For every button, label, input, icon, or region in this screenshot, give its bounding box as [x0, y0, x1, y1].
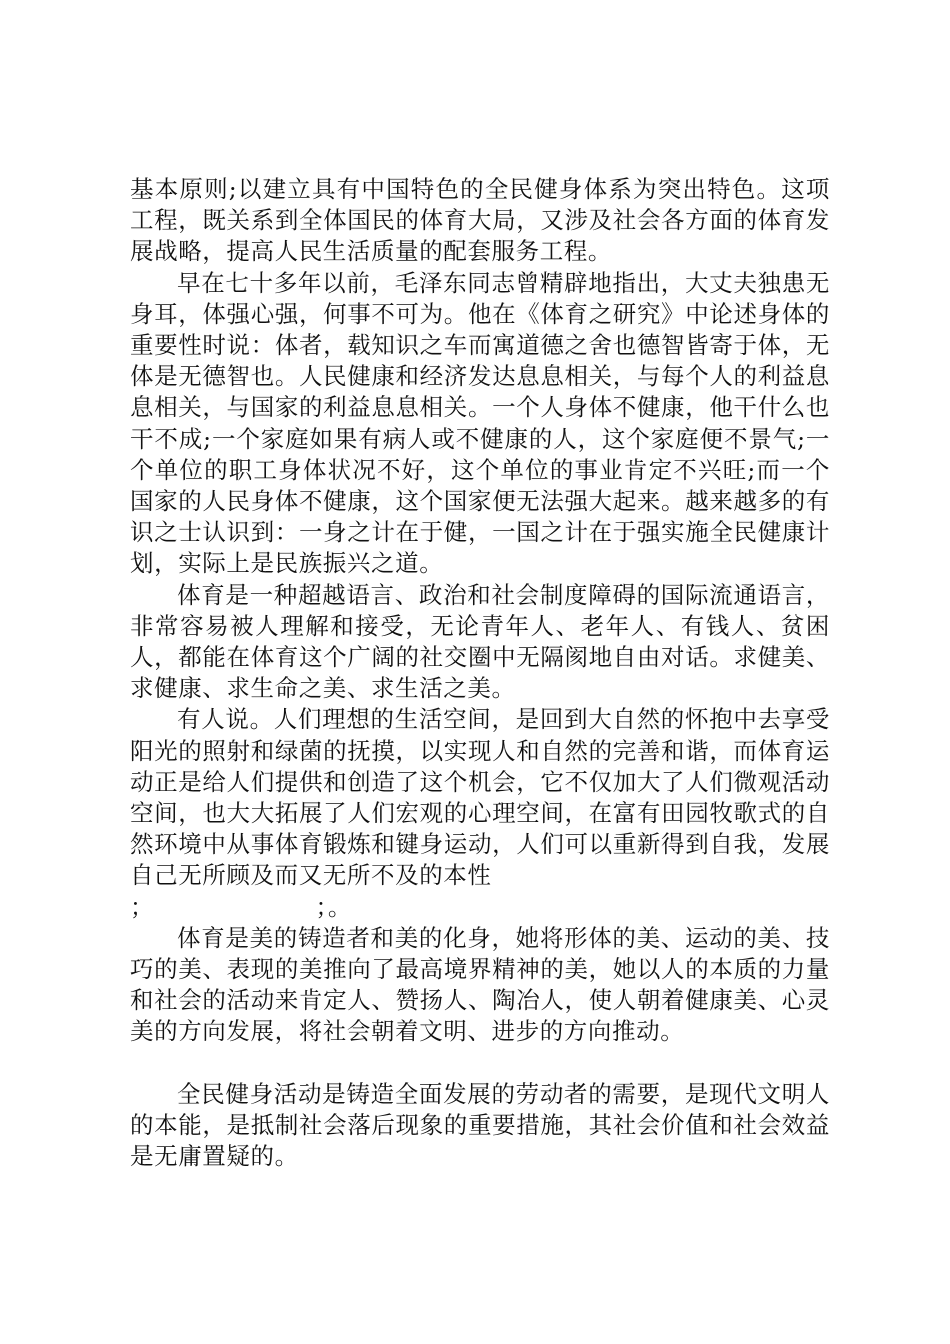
paragraph-continuation: 基本原则;以建立具有中国特色的全民健身体系为突出特色。这项工程，既关系到全体国民的体育大局，又涉及社会各方面的体育发展战略，提高人民生活质量的配套服务工程。 [130, 175, 830, 266]
paragraph-punctuation-line: ； ；。 [130, 892, 352, 921]
blank-line [130, 1048, 830, 1079]
paragraph-beauty: 体育是美的铸造者和美的化身，她将形体的美、运动的美、技巧的美、表现的美推向了最高境界精神的美，她以人的本质的力量和社会的活动来肯定人、赞扬人、陶冶人，使人朝着健康美、心灵美的方向发展，将社会朝着文明、进步的方向推动。 [130, 923, 830, 1046]
paragraph-sport-language: 体育是一种超越语言、政治和社会制度障碍的国际流通语言，非常容易被人理解和接受，无论青年人、老年人、有钱人、贫困人，都能在体育这个广阔的社交圈中无隔阂地自由对话。求健美、求健康、求生命之美、求生活之美。 [130, 580, 830, 703]
paragraph-nature: 有人说。人们理想的生活空间，是回到大自然的怀抱中去享受阳光的照射和绿菌的抚摸，以实现人和自然的完善和谐，而体育运动正是给人们提供和创造了这个机会，它不仅加大了人们微观活动空间，也大大拓展了人们宏观的心理空间，在富有田园牧歌式的自然环境中从事体育锻炼和键身运动，人们可以重新得到自我，发展自己无所顾及而又无所不及的本性 [130, 705, 830, 890]
paragraph-conclusion: 全民健身活动是铸造全面发展的劳动者的需要，是现代文明人的本能，是抵制社会落后现象的重要措施，其社会价值和社会效益是无庸置疑的。 [130, 1079, 830, 1171]
document-body [130, 174, 830, 1172]
paragraph-mao-quote: 早在七十多年以前，毛泽东同志曾精辟地指出，大丈夫独患无身耳，体强心强，何事不可为。他在《体育之研究》中论述身体的重要性时说：体者，载知识之车而寓道德之舍也德智皆寄于体，无体是无德智也。人民健康和经济发达息息相关，与每个人的利益息息相关，与国家的利益息息相关。一个人身体不健康，他干什么也干不成;一个家庭如果有病人或不健康的人，这个家庭便不景气;一个单位的职工身体状况不好，这个单位的事业肯定不兴旺;而一个国家的人民身体不健康，这个国家便无法强大起来。越来越多的有识之士认识到：一身之计在于健，一国之计在于强实施全民健康计划，实际上是民族振兴之道。 [130, 268, 830, 578]
